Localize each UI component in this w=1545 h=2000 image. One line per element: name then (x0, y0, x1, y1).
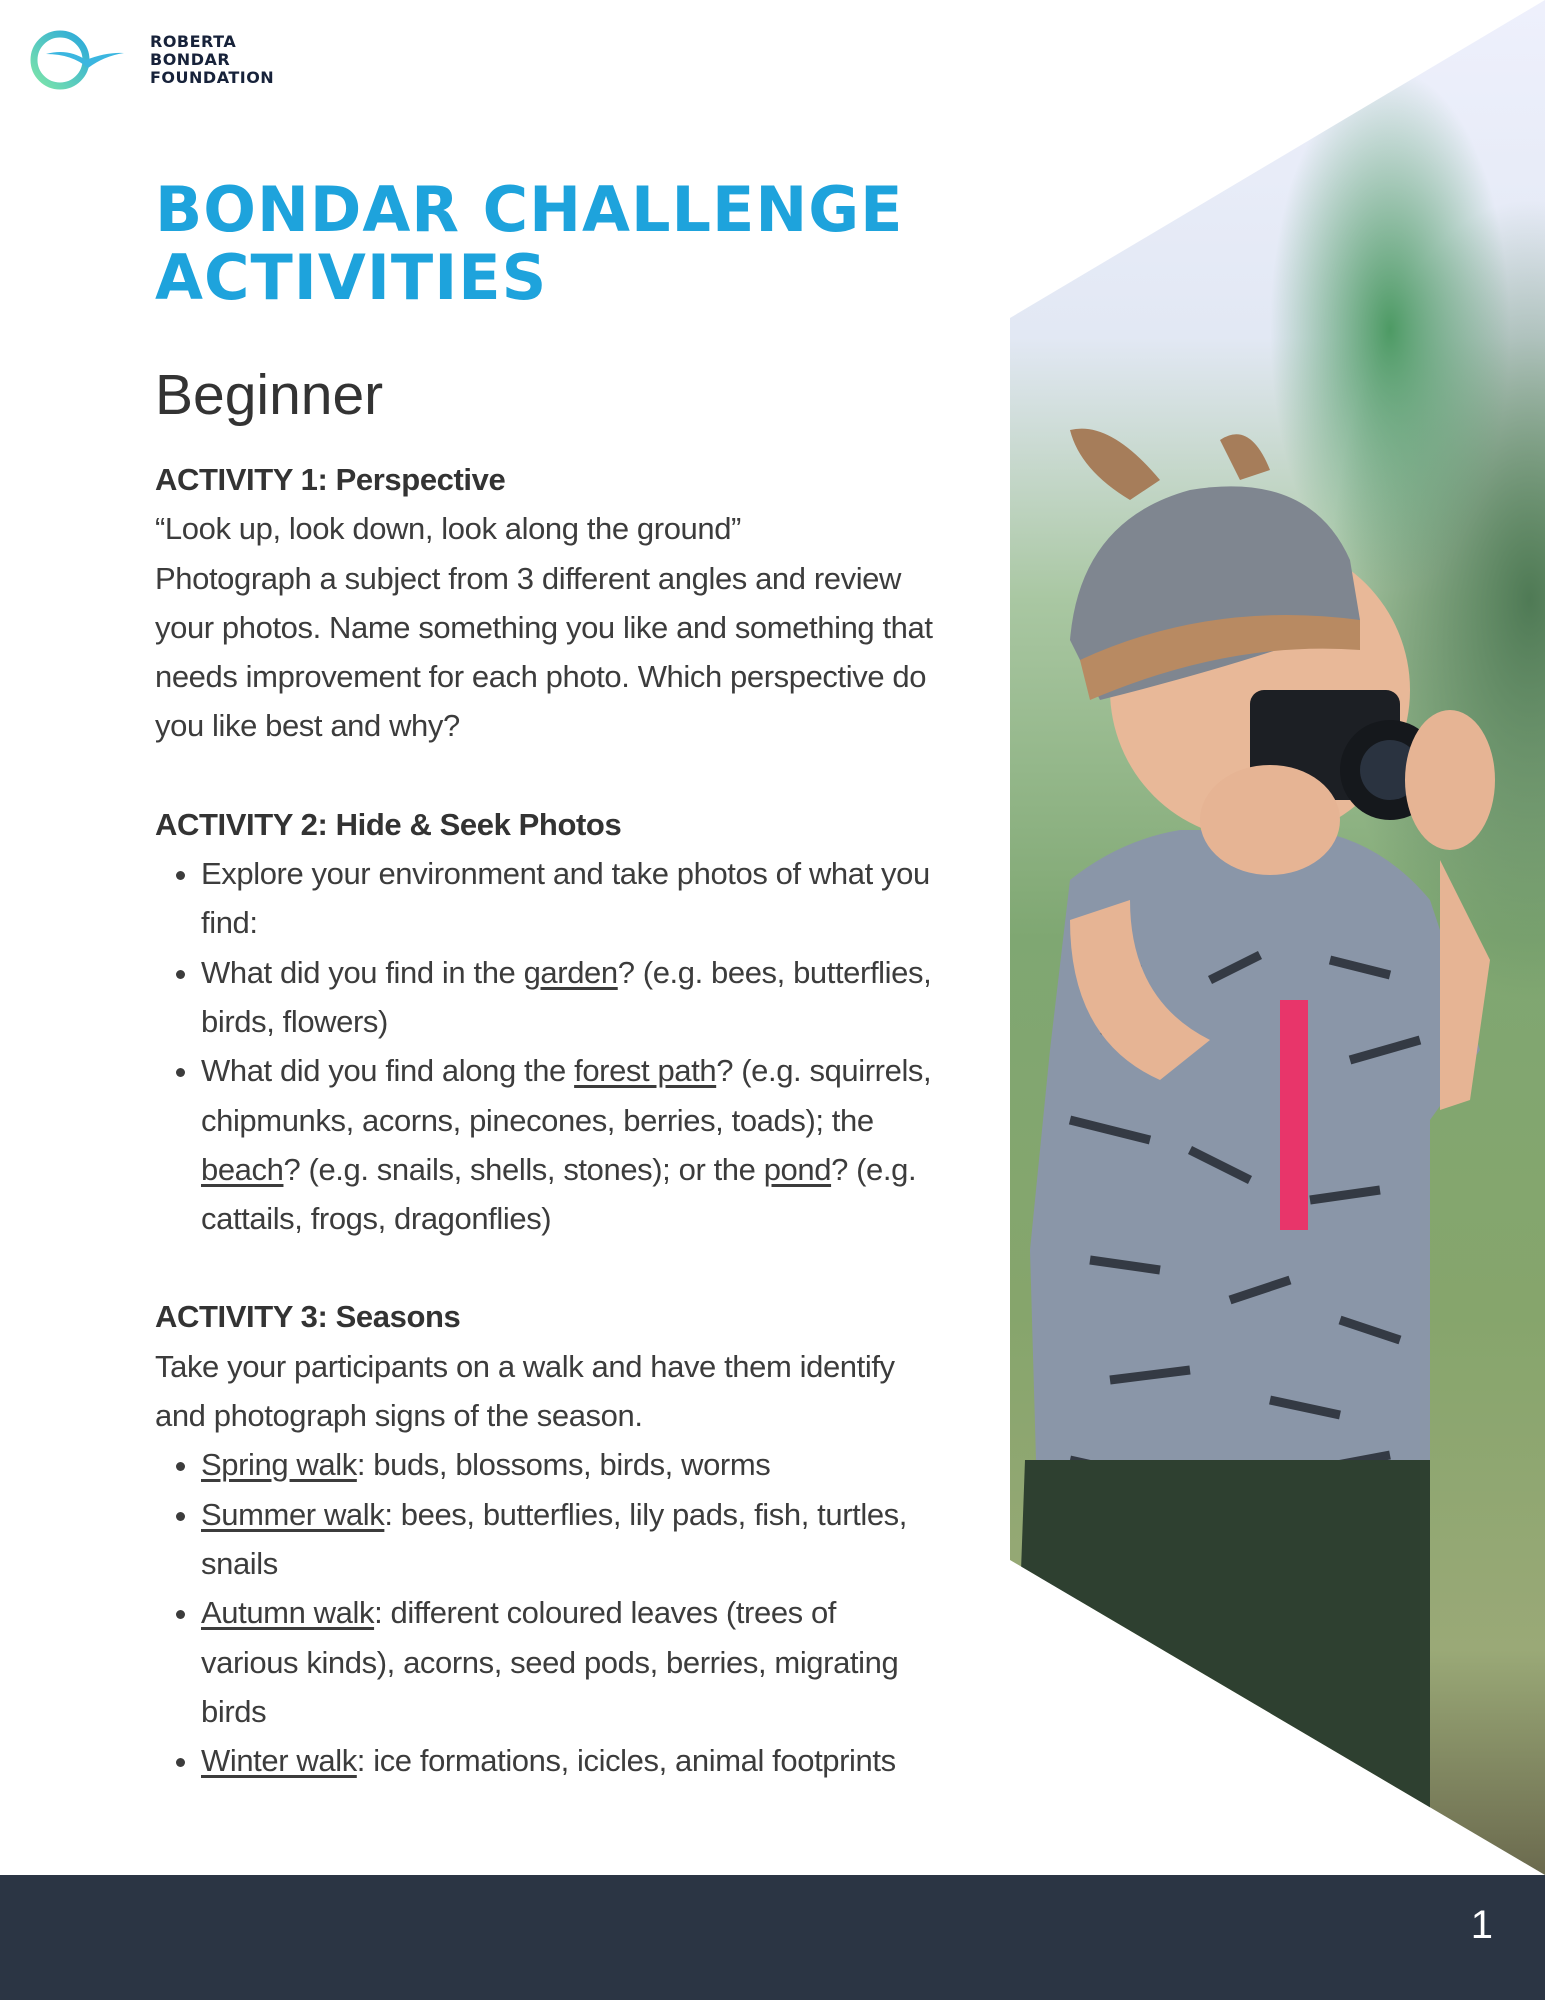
item-text: ? (e.g. bees, butterflies, birds, flowers) (201, 954, 932, 1039)
foundation-logo (28, 28, 274, 92)
child-with-camera-photo (1010, 0, 1545, 1875)
title-line-1: BONDAR CHALLENGE (155, 173, 904, 246)
underlined-term: beach (201, 1151, 284, 1187)
list-item (201, 1588, 935, 1736)
list-item (201, 948, 935, 1047)
underlined-term: forest path (574, 1053, 717, 1089)
list-item (201, 1490, 935, 1589)
page-title (155, 173, 904, 314)
activities-content (155, 455, 935, 1785)
activity-2-list (155, 849, 935, 1243)
list-item (201, 1440, 935, 1489)
season-label: Summer walk (201, 1496, 385, 1532)
page-footer (0, 1875, 1545, 2000)
title-line-2: ACTIVITIES (155, 241, 548, 314)
item-text: : bees, butterflies, lily pads, fish, turtles, snails (201, 1496, 907, 1581)
item-text: ? (e.g. cattails, frogs, dragonflies) (201, 1151, 917, 1237)
season-label: Spring walk (201, 1447, 357, 1483)
activity-3-body: Take your participants on a walk and have them identify and photograph signs of the season. (155, 1348, 895, 1434)
activity-3-list (155, 1440, 935, 1785)
item-text: ? (e.g. squirrels, chipmunks, acorns, pinecones, berries, toads); the (201, 1053, 932, 1138)
activity-1-quote: “Look up, look down, look along the ground” (155, 511, 741, 547)
item-text: : ice formations, icicles, animal footprints (356, 1743, 896, 1779)
item-text: : different coloured leaves (trees of various kinds), acorns, seed pods, berries, migrating birds (201, 1595, 899, 1729)
activity-3-heading: ACTIVITY 3: Seasons (155, 1299, 461, 1335)
logo-line-1: ROBERTA (150, 32, 237, 51)
activity-2 (155, 800, 935, 1244)
season-label: Autumn walk (201, 1595, 375, 1631)
logo-line-3: FOUNDATION (150, 68, 275, 87)
child-figure (1010, 0, 1545, 1875)
activity-1-body: Photograph a subject from 3 different angles and review your photos. Name something you like and something that needs improvement for each photo. Which perspective do you like best and why? (155, 560, 933, 744)
list-item (201, 1736, 935, 1785)
logo-mark-icon (28, 28, 128, 92)
season-label: Winter walk (201, 1743, 357, 1779)
list-item (201, 1046, 935, 1243)
logo-line-2: BONDAR (150, 50, 231, 69)
activity-2-heading: ACTIVITY 2: Hide & Seek Photos (155, 806, 622, 842)
item-text: ? (e.g. snails, shells, stones); or the (283, 1151, 764, 1187)
list-item: • Explore your environment and take photos of what you find: (201, 849, 935, 948)
activity-1-heading: ACTIVITY 1: Perspective (155, 462, 506, 497)
item-text: What did you find along the (201, 1053, 575, 1089)
level-heading: Beginner (155, 363, 384, 427)
underlined-term: garden (523, 954, 618, 990)
activity-1 (155, 455, 935, 751)
item-text: : buds, blossoms, birds, worms (356, 1447, 771, 1483)
page-number: 1 (1470, 1903, 1493, 1947)
activity-3 (155, 1292, 935, 1785)
item-text: What did you find in the (201, 954, 524, 990)
underlined-term: pond (763, 1151, 832, 1187)
